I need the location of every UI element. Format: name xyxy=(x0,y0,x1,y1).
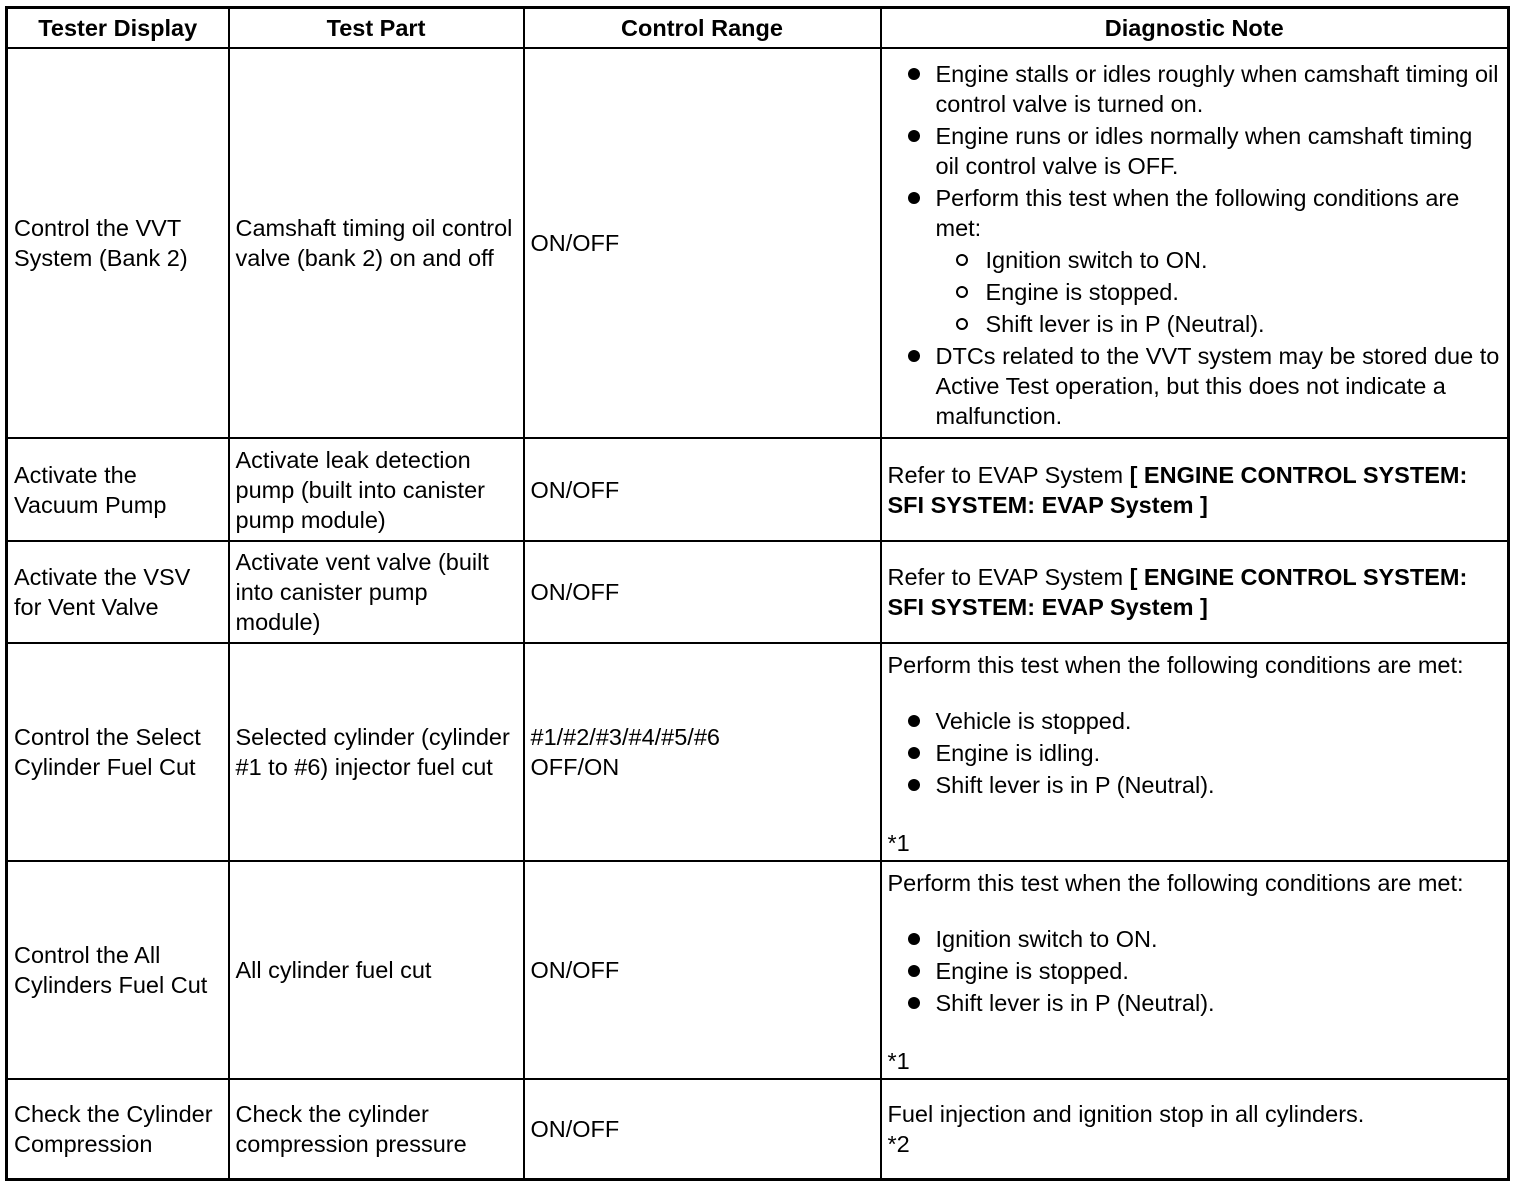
list-item xyxy=(888,183,1502,339)
tester-display-cell: Control the Select Cylinder Fuel Cut xyxy=(7,643,229,861)
cross-reference-link[interactable]: [ ENGINE CONTROL SYSTEM: SFI SYSTEM: EVAP System ] xyxy=(887,461,1468,518)
header-tester-display: Tester Display xyxy=(7,8,229,49)
table-row xyxy=(7,438,1509,541)
header-row xyxy=(7,8,1509,49)
diagnostic-note-cell xyxy=(881,541,1509,643)
list-item: Engine is stopped. xyxy=(888,956,1506,986)
list-item: Vehicle is stopped. xyxy=(888,706,1506,736)
cross-reference-link[interactable]: [ ENGINE CONTROL SYSTEM: SFI SYSTEM: EVAP System ] xyxy=(887,564,1468,620)
active-test-table xyxy=(5,6,1510,1181)
test-part-cell: All cylinder fuel cut xyxy=(229,861,524,1079)
footnote-marker: *1 xyxy=(887,830,910,856)
control-range-cell: ON/OFF xyxy=(524,541,881,643)
control-range-cell: ON/OFF xyxy=(524,861,881,1079)
table-row xyxy=(7,48,1509,438)
diagnostic-note-cell xyxy=(881,438,1509,541)
control-range-cell: ON/OFF xyxy=(524,438,881,541)
header-diagnostic-note: Diagnostic Note xyxy=(881,8,1509,49)
tester-display-cell: Activate the VSV for Vent Valve xyxy=(7,541,229,643)
list-item: DTCs related to the VVT system may be stored due to Active Test operation, but this does not indicate a malfunction. xyxy=(888,341,1502,431)
tester-display-cell: Check the Cylinder Compression xyxy=(7,1079,229,1179)
control-range-line: #1/#2/#3/#4/#5/#6 xyxy=(530,724,720,750)
note-text: Refer to EVAP System xyxy=(887,564,1130,590)
diagnostic-note-cell xyxy=(881,643,1509,861)
note-intro: Perform this test when the following conditions are met: xyxy=(887,870,1464,896)
control-range-line: OFF/ON xyxy=(530,754,620,780)
list-item: Engine runs or idles normally when camshaft timing oil control valve is OFF. xyxy=(888,121,1502,181)
test-part-cell: Camshaft timing oil control valve (bank 2) on and off xyxy=(229,48,524,438)
tester-display-cell: Control the All Cylinders Fuel Cut xyxy=(7,861,229,1079)
diagnostic-note-cell xyxy=(881,1079,1509,1179)
list-item: Shift lever is in P (Neutral). xyxy=(888,988,1506,1018)
table-row xyxy=(7,643,1509,861)
test-part-cell: Activate leak detection pump (built into canister pump module) xyxy=(229,438,524,541)
table-row xyxy=(7,541,1509,643)
list-item: Engine is stopped. xyxy=(936,277,1502,307)
control-range-cell: ON/OFF xyxy=(524,48,881,438)
header-control-range: Control Range xyxy=(524,8,881,49)
list-item: Engine is idling. xyxy=(888,738,1506,768)
diagnostic-note-cell xyxy=(881,48,1509,438)
note-bullet-list xyxy=(888,924,1506,1018)
list-item-text: Perform this test when the following conditions are met: xyxy=(935,185,1460,241)
list-item: Ignition switch to ON. xyxy=(936,245,1502,275)
note-intro: Perform this test when the following conditions are met: xyxy=(887,652,1464,678)
control-range-cell xyxy=(524,643,881,861)
tester-display-cell: Activate the Vacuum Pump xyxy=(7,438,229,541)
list-item: Shift lever is in P (Neutral). xyxy=(936,309,1502,339)
note-bullet-list xyxy=(888,59,1502,431)
tester-display-cell: Control the VVT System (Bank 2) xyxy=(7,48,229,438)
control-range-cell: ON/OFF xyxy=(524,1079,881,1179)
footnote-marker: *1 xyxy=(887,1048,910,1074)
note-text: Fuel injection and ignition stop in all cylinders. xyxy=(887,1100,1365,1127)
list-item: Engine stalls or idles roughly when camshaft timing oil control valve is turned on. xyxy=(888,59,1502,119)
condition-list xyxy=(936,245,1502,339)
list-item: Ignition switch to ON. xyxy=(888,924,1506,954)
header-test-part: Test Part xyxy=(229,8,524,49)
diagnostic-note-cell xyxy=(881,861,1509,1079)
test-part-cell: Selected cylinder (cylinder #1 to #6) injector fuel cut xyxy=(229,643,524,861)
table-row xyxy=(7,1079,1509,1179)
list-item: Shift lever is in P (Neutral). xyxy=(888,770,1506,800)
note-bullet-list xyxy=(888,706,1506,800)
note-text: Refer to EVAP System xyxy=(887,461,1130,488)
footnote-marker: *2 xyxy=(887,1130,910,1157)
test-part-cell: Activate vent valve (built into canister pump module) xyxy=(229,541,524,643)
table-row xyxy=(7,861,1509,1079)
test-part-cell: Check the cylinder compression pressure xyxy=(229,1079,524,1179)
